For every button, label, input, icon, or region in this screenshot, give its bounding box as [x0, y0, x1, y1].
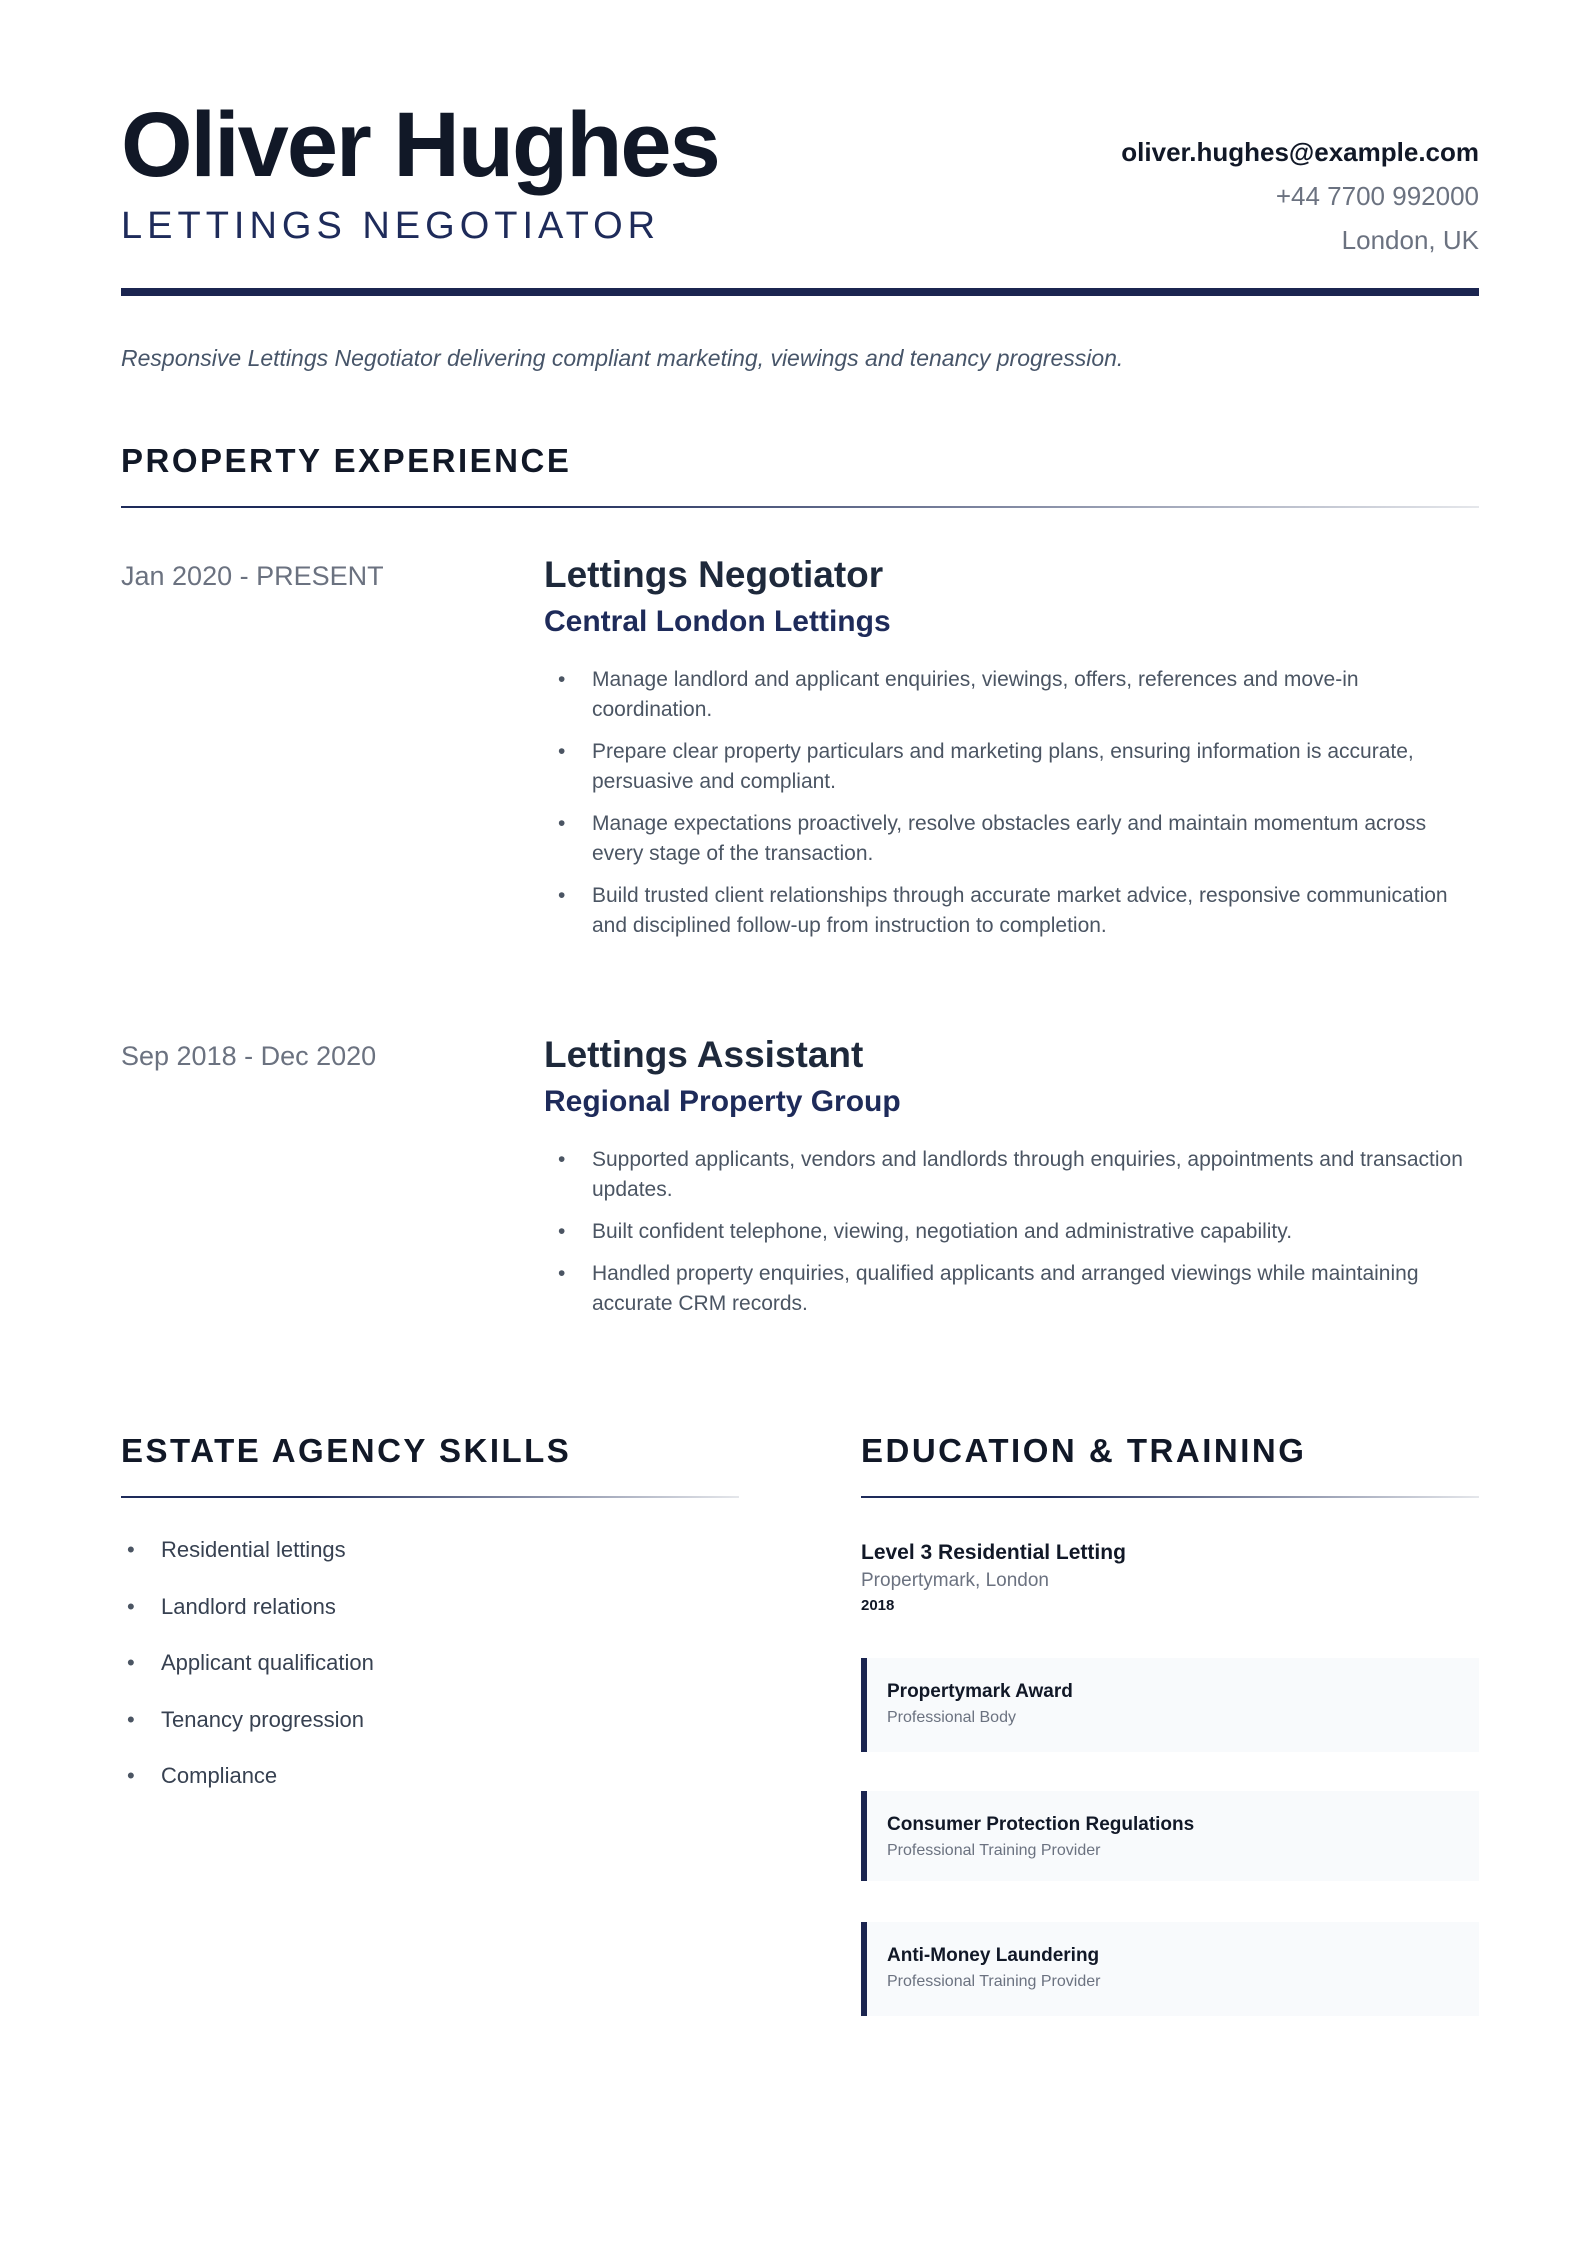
job-bullet: • Prepare clear property particulars and marketing plans, ensuring information is accurate, persuasive and compliant.	[544, 737, 1479, 797]
certification-org: Professional Training Provider	[887, 1973, 1101, 1990]
header-divider	[121, 288, 1479, 296]
education-primary	[861, 1538, 1479, 1618]
skill-item: • Landlord relations	[121, 1592, 741, 1649]
job-company: Regional Property Group	[544, 1085, 901, 1118]
candidate-name: Oliver Hughes	[121, 94, 719, 196]
job-body	[544, 551, 1479, 953]
contact-block	[1121, 130, 1479, 262]
job-body	[544, 1031, 1479, 1331]
resume-header	[121, 0, 1479, 300]
skill-item: • Tenancy progression	[121, 1705, 741, 1762]
experience-divider	[121, 506, 1479, 508]
job-dates: Sep 2018 - Dec 2020	[121, 1041, 377, 1071]
job-title: Lettings Assistant	[544, 1034, 864, 1075]
qualification-org: Propertymark, London	[861, 1570, 1049, 1591]
job-bullets	[544, 665, 1479, 941]
qualification-title: Level 3 Residential Letting	[861, 1541, 1126, 1564]
job-title: Lettings Negotiator	[544, 554, 884, 595]
certification-title: Anti-Money Laundering	[887, 1945, 1100, 1966]
job-bullet: • Handled property enquiries, qualified applicants and arranged viewings while maintaining accurate CRM records.	[544, 1259, 1479, 1319]
job-bullet: • Manage expectations proactively, resolve obstacles early and maintain momentum across every stage of the transaction.	[544, 809, 1479, 869]
skills-heading: ESTATE AGENCY SKILLS	[121, 1432, 572, 1469]
skill-item: • Applicant qualification	[121, 1648, 741, 1705]
experience-heading: PROPERTY EXPERIENCE	[121, 442, 572, 479]
job-bullet: • Built confident telephone, viewing, negotiation and administrative capability.	[544, 1217, 1479, 1247]
certification-card	[861, 1922, 1479, 2016]
job-bullet: • Supported applicants, vendors and landlords through enquiries, appointments and transaction updates.	[544, 1145, 1479, 1205]
certification-org: Professional Training Provider	[887, 1842, 1101, 1859]
certification-title: Propertymark Award	[887, 1681, 1073, 1702]
resume-page	[121, 0, 1479, 1990]
profile-summary: Responsive Lettings Negotiator delivering compliant marketing, viewings and tenancy progression.	[121, 345, 1124, 371]
certification-title: Consumer Protection Regulations	[887, 1814, 1195, 1835]
candidate-role: LETTINGS NEGOTIATOR	[121, 205, 661, 247]
job-dates: Jan 2020 - PRESENT	[121, 561, 384, 591]
certification-card	[861, 1658, 1479, 1752]
contact-email[interactable]: oliver.hughes@example.com	[1121, 137, 1479, 167]
skill-item: • Residential lettings	[121, 1535, 741, 1592]
job-company: Central London Lettings	[544, 605, 891, 638]
skill-item: • Compliance	[121, 1761, 741, 1818]
skills-divider	[121, 1496, 739, 1498]
job-bullet: • Manage landlord and applicant enquiries, viewings, offers, references and move-in coordination.	[544, 665, 1479, 725]
education-heading: EDUCATION & TRAINING	[861, 1432, 1307, 1469]
certification-card	[861, 1791, 1479, 1881]
contact-phone: +44 7700 992000	[1275, 181, 1479, 211]
certification-org: Professional Body	[887, 1709, 1016, 1726]
skills-list	[121, 1535, 741, 1818]
job-bullets	[544, 1145, 1479, 1319]
education-divider	[861, 1496, 1479, 1498]
education-cards	[861, 1658, 1479, 1990]
qualification-year: 2018	[861, 1597, 895, 1614]
contact-location: London, UK	[1341, 225, 1479, 255]
job-bullet: • Build trusted client relationships through accurate market advice, responsive communication and disciplined follow-up from instruction to completion.	[544, 881, 1479, 941]
